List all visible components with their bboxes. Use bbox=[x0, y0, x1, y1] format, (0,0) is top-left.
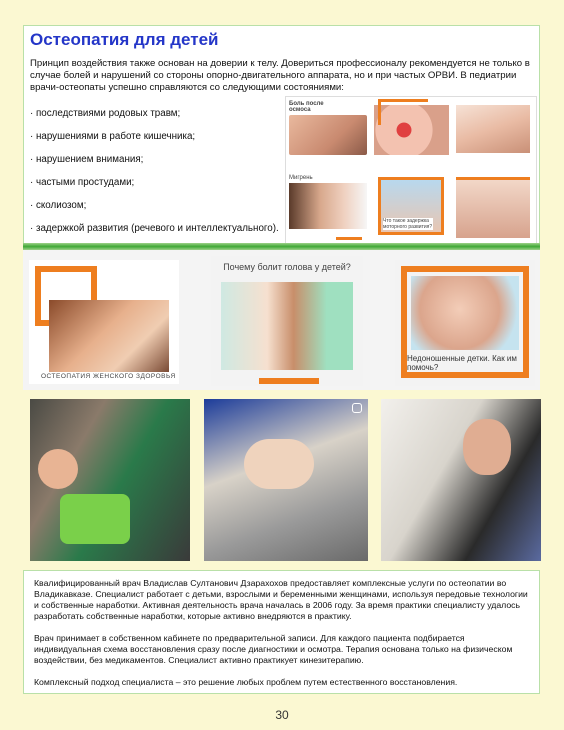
collage-tile-massage bbox=[289, 101, 367, 163]
collage-tile-child bbox=[456, 105, 530, 153]
paragraph: Комплексный подход специалиста – это решение любых проблем путем естественного восстановления. bbox=[34, 677, 458, 687]
collage-tile-baby bbox=[378, 177, 444, 235]
collage-tile-migraine bbox=[289, 175, 367, 237]
list-item: · нарушениями в работе кишечника; bbox=[30, 131, 196, 142]
collage-caption: Что такое задержка моторного развития? bbox=[383, 218, 433, 230]
description-panel bbox=[23, 570, 540, 694]
divider-bar bbox=[23, 243, 540, 250]
banner-card-premature bbox=[395, 260, 535, 386]
photo-doctor-with-child bbox=[30, 399, 190, 561]
conditions-list bbox=[30, 108, 279, 246]
collage-image bbox=[285, 96, 537, 244]
list-item: · частыми простудами; bbox=[30, 177, 135, 188]
list-item: · задержкой развития (речевого и интеллектуального). bbox=[30, 223, 279, 234]
banner-strip bbox=[23, 250, 540, 390]
banner-caption: Почему болит голова у детей? bbox=[223, 262, 351, 272]
intro-panel bbox=[23, 25, 540, 245]
list-item: · последствиями родовых травм; bbox=[30, 108, 181, 119]
intro-text: Принцип воздействия также основан на доверии к телу. Довериться профессионалу рекомендуется не только в случае болей и нарушений со стороны опорно-двигательного аппарата, но и при частых ОРВИ. В педиатрии врачи-остеопаты успешно справляются со следующими состояниями: bbox=[30, 58, 530, 93]
banner-caption: ОСТЕОПАТИЯ ЖЕНСКОГО ЗДОРОВЬЯ bbox=[41, 373, 176, 380]
collage-caption: Мигрень bbox=[289, 175, 313, 181]
banner-card-headache bbox=[211, 256, 363, 386]
instagram-icon bbox=[352, 403, 362, 413]
page-number: 30 bbox=[275, 708, 289, 722]
banner-accent bbox=[259, 378, 319, 384]
banner-card-women-health bbox=[29, 260, 179, 384]
paragraph: Квалифицированный врач Владислав Султанович Дзарахохов предоставляет комплексные услуги по остеопатии во Владикавказе. Специалист работает с детьми, взрослыми и беременными женщинами, используя передовые технологии и собственные наработки. Активная деятельность врача началась в 2006 году. За время практики специалисту удалось разработать собственные наработки, которые активно внедряются в практику. bbox=[34, 578, 528, 621]
collage-tile-kid-head bbox=[456, 177, 530, 238]
list-item: · сколиозом; bbox=[30, 200, 87, 211]
collage-accent bbox=[336, 237, 362, 240]
list-item: · нарушением внимания; bbox=[30, 154, 144, 165]
paragraph: Врач принимает в собственном кабинете по предварительной записи. Для каждого пациента подбирается индивидуальная схема восстановления сразу после диагностики и осмотра. Терапия основана только на физическом воздействии, без медикаментов. Специалист активно практикует кинезитерапию. bbox=[34, 633, 513, 665]
photo-child-therapy bbox=[204, 399, 368, 561]
collage-frame bbox=[378, 99, 428, 125]
page-title: Остеопатия для детей bbox=[30, 30, 219, 49]
photo-doctor-portrait bbox=[381, 399, 541, 561]
collage-caption: Боль после осмоса bbox=[289, 101, 324, 113]
banner-caption: Недоношенные детки. Как им помочь? bbox=[407, 354, 517, 372]
